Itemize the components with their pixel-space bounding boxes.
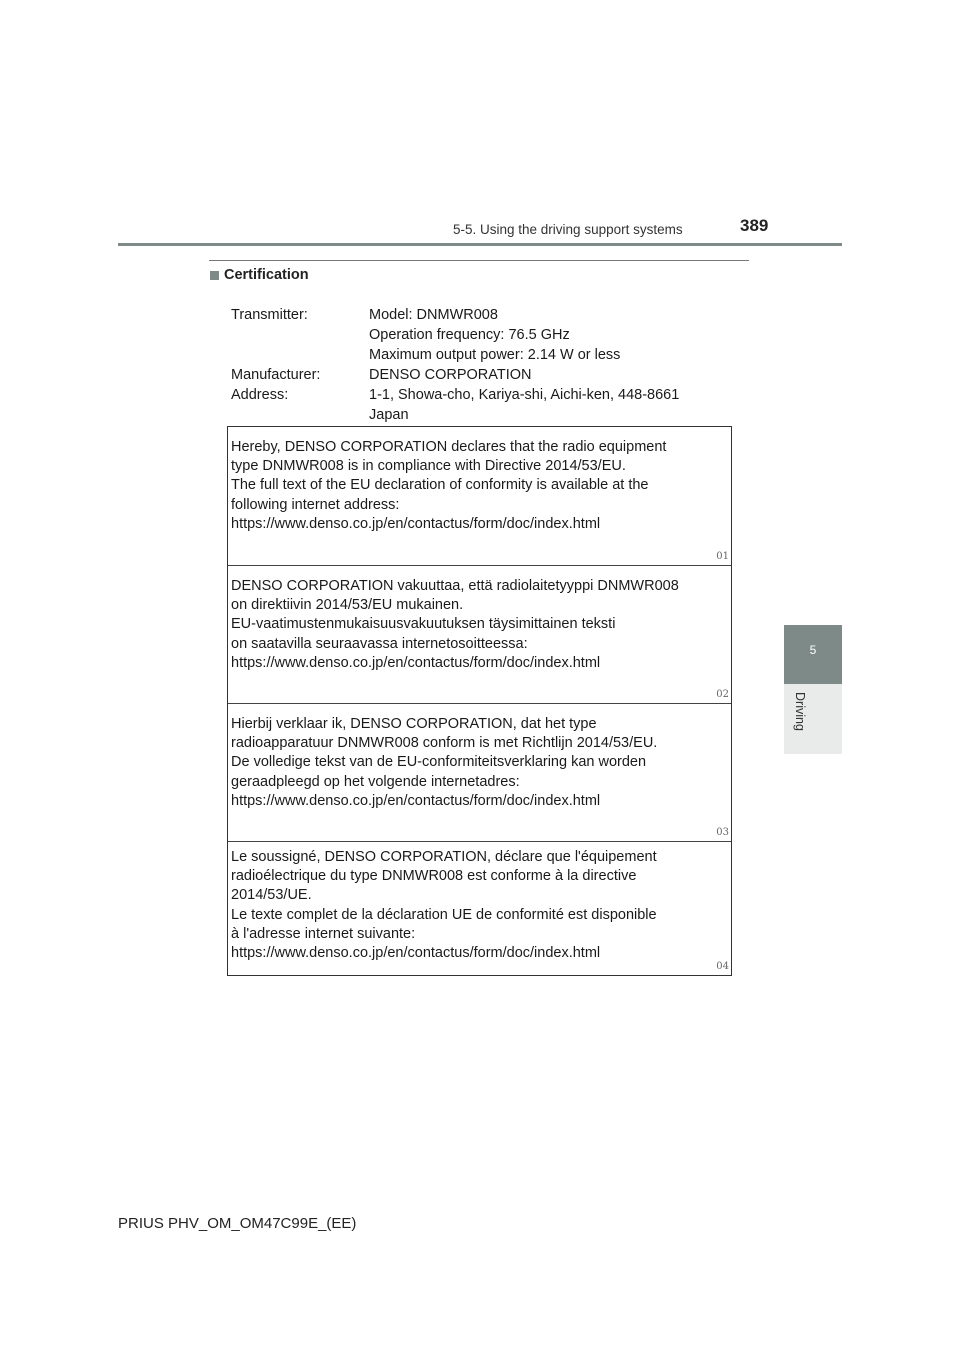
cert-label: Transmitter: [231,307,308,323]
cert-label [231,325,369,345]
declaration-number: 04 [716,961,729,972]
cert-value: Maximum output power: 2.14 W or less [369,347,621,363]
cert-row [231,405,769,425]
cert-value: Japan [369,407,409,423]
chapter-tab-number: 5 [809,643,817,657]
header-rule [118,243,842,246]
declaration-block [228,703,731,841]
section-heading-text: Certification [224,267,309,283]
declarations-box [227,426,732,976]
declaration-number: 03 [716,827,729,838]
cert-value: DENSO CORPORATION [369,367,532,383]
square-bullet-icon [210,271,219,280]
declaration-text: Hereby, DENSO CORPORATION declares that the radio equipment type DNMWR008 is in compliance with Directive 2014/53/EU. The full text of the EU declaration of conformity is available at the following internet address: https://www.denso.co.jp/en/contactus/form/doc/index.html [231,439,667,532]
cert-value: Model: DNMWR008 [369,307,498,323]
cert-value: Operation frequency: 76.5 GHz [369,327,570,343]
heading-rule [209,260,749,261]
cert-row [231,365,769,385]
cert-row [231,325,769,345]
cert-value: 1-1, Showa-cho, Kariya-shi, Aichi-ken, 448-8661 [369,387,680,403]
declaration-number: 01 [716,551,729,562]
page-header-section: 5-5. Using the driving support systems [453,222,683,237]
declaration-block [228,565,731,703]
section-heading [210,267,309,283]
declaration-text: Le soussigné, DENSO CORPORATION, déclare que l'équipement radioélectrique du type DNMWR008 est conforme à la directive 2014/53/UE. Le texte complet de la déclaration UE de conformité est disponible à l'adresse internet suivante: https://www.denso.co.jp/en/contactus/form/doc/index.html [231,849,657,962]
cert-label [231,405,369,425]
declaration-block [228,427,731,565]
chapter-tab-label: Driving [793,692,807,731]
cert-label: Address: [231,387,289,403]
cert-label [231,345,369,365]
cert-label: Manufacturer: [231,367,321,383]
declaration-block [228,841,731,975]
declaration-text: DENSO CORPORATION vakuuttaa, että radiolaitetyyppi DNMWR008 on direktiivin 2014/53/EU mukainen. EU-vaatimustenmukaisuusvakuutuksen täysimittainen teksti on saatavilla seuraavassa internetosoitteessa: https://www.denso.co.jp/en/contactus/form/doc/index.html [231,578,679,671]
certification-table [231,305,769,425]
footer-document-code: PRIUS PHV_OM_OM47C99E_(EE) [118,1215,357,1232]
chapter-tab [784,625,842,684]
cert-row [231,345,769,365]
declaration-number: 02 [716,689,729,700]
cert-row [231,385,769,405]
declaration-text: Hierbij verklaar ik, DENSO CORPORATION, dat het type radioapparatuur DNMWR008 conform is met Richtlijn 2014/53/EU. De volledige tekst van de EU-conformiteitsverklaring kan worden geraadpleegd op het volgende internetadres: https://www.denso.co.jp/en/contactus/form/doc/index.html [231,716,658,809]
page-number: 389 [740,216,769,235]
cert-row [231,305,769,325]
